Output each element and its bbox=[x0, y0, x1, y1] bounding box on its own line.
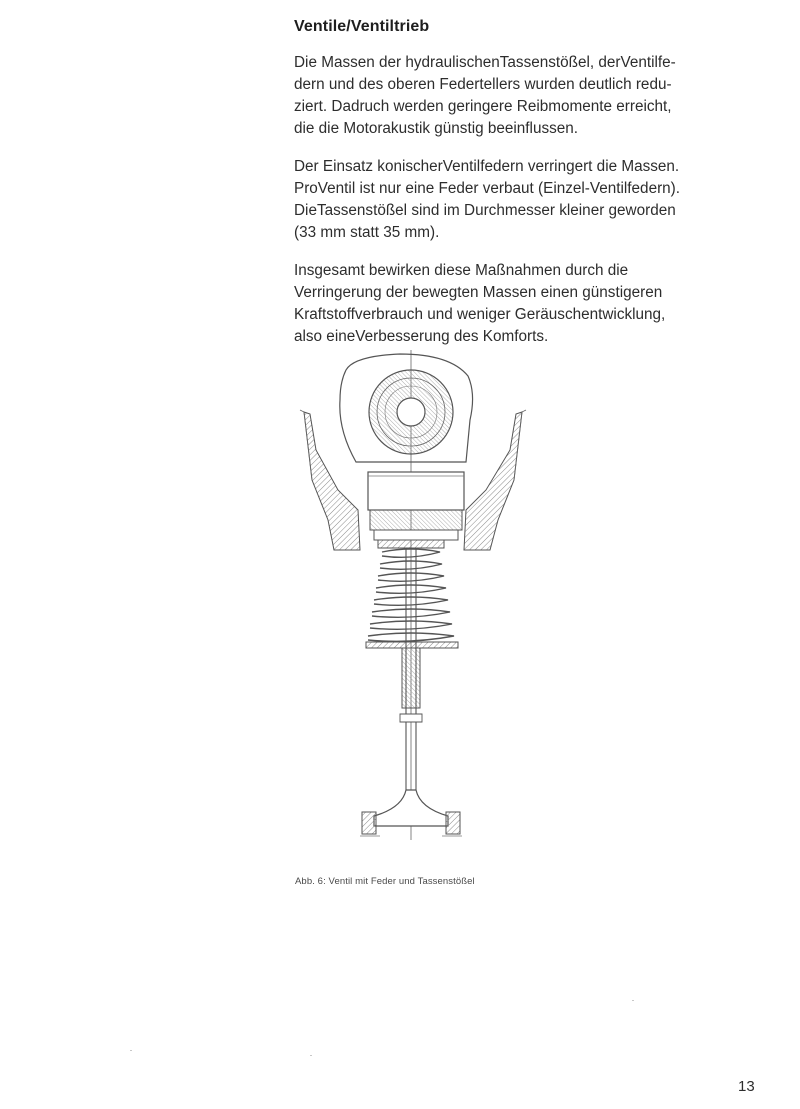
text-line: Kraftstoffverbrauch und weniger Geräuschentwicklung, bbox=[294, 306, 666, 323]
section-heading: Ventile/Ventiltrieb bbox=[294, 18, 430, 35]
valve-guide bbox=[402, 648, 420, 708]
figure-caption: Abb. 6: Ventil mit Feder und Tassenstößel bbox=[295, 876, 475, 887]
paragraph-2 bbox=[294, 156, 764, 244]
camshaft-bore bbox=[397, 398, 425, 426]
scan-speck bbox=[632, 1000, 634, 1001]
scan-speck bbox=[130, 1050, 132, 1051]
valve-drawing bbox=[290, 350, 550, 870]
head-wall-left bbox=[304, 412, 360, 550]
text-line: ziert. Dadruch werden geringere Reibmomente erreicht, bbox=[294, 98, 672, 115]
text-line: die die Motorakustik günstig beeinflussen. bbox=[294, 120, 579, 137]
text-line: Insgesamt bewirken diese Maßnahmen durch die bbox=[294, 262, 629, 279]
text-line: Die Massen der hydraulischenTassenstößel, derVentilfe- bbox=[294, 54, 676, 71]
head-wall-right bbox=[464, 412, 522, 550]
text-line: Verringerung der bewegten Massen einen günstigeren bbox=[294, 284, 663, 301]
text-line: dern und des oberen Federtellers wurden deutlich redu- bbox=[294, 76, 672, 93]
text-line: (33 mm statt 35 mm). bbox=[294, 224, 440, 241]
page-number: 13 bbox=[738, 1078, 755, 1095]
paragraph-1 bbox=[294, 52, 764, 140]
paragraph-3 bbox=[294, 260, 764, 348]
text-line: DieTassenstößel sind im Durchmesser kleiner geworden bbox=[294, 202, 676, 219]
valve-head bbox=[374, 790, 448, 826]
spring-retainer bbox=[378, 540, 444, 548]
valve-seat-left bbox=[362, 812, 376, 834]
tappet bbox=[368, 472, 464, 510]
valve-seat-right bbox=[446, 812, 460, 834]
text-line: ProVentil ist nur eine Feder verbaut (Einzel-Ventilfedern). bbox=[294, 180, 681, 197]
scan-speck bbox=[310, 1055, 312, 1056]
text-line: also eineVerbesserung des Komforts. bbox=[294, 328, 549, 345]
body-text bbox=[294, 52, 764, 364]
text-line: Der Einsatz konischerVentilfedern verringert die Massen. bbox=[294, 158, 680, 175]
